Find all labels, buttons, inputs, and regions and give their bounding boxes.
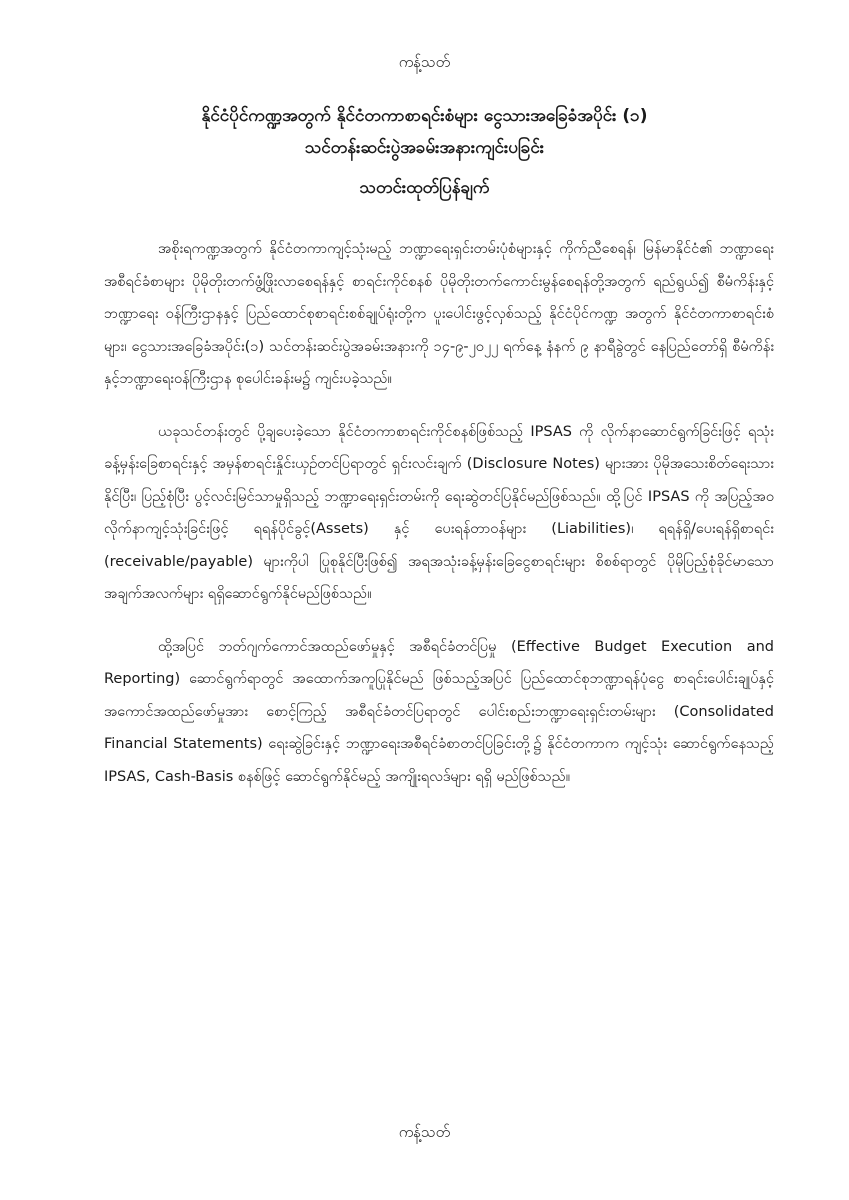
footer-classification-mark: ကန့်သတ်	[398, 1123, 451, 1141]
document-title-line-1: နိုင်ငံပိုင်ကဏ္ဍအတွက် နိုင်ငံတကာစာရင်းစံများ ငွေသားအခြေခံအပိုင်း (၁)	[201, 106, 648, 126]
title-block	[80, 100, 769, 204]
paragraph-2: ယခုသင်တန်းတွင် ပို့ချပေးခဲ့သော နိုင်ငံတကာစာရင်းကိုင်စနစ်ဖြစ်သည့် IPSAS ကို လိုက်နာဆောင်ရွက်ခြင်းဖြင့် ရသုံးခန့်မှန်းခြေစာရင်းနှင့် အမှန်စာရင်းနှိုင်းယှဉ်တင်ပြရာတွင် ရှင်းလင်းချက် (Disclosure Notes) များအား ပိုမိုအသေးစိတ်ရေးသားနိုင်ပြီး၊ ပြည့်စုံပြီး ပွင့်လင်းမြင်သာမှုရှိသည့် ဘဏ္ဍာရေးရှင်းတမ်းကို ရေးဆွဲတင်ပြနိုင်မည်ဖြစ်သည်။ ထို့ပြင် IPSAS ကို အပြည့်အဝ လိုက်နာကျင့်သုံးခြင်းဖြင့် ရရန်ပိုင်ခွင့်(Assets) နှင့် ပေးရန်တာဝန်များ (Liabilities)၊ ရရန်ရှိ/ပေးရန်ရှိစာရင်း (receivable/payable) များကိုပါ ပြုစုနိုင်ပြီးဖြစ်၍ အရအသုံးခန့်မှန်းခြေငွေစာရင်းများ စိစစ်ရာတွင် ပိုမိုပြည့်စုံခိုင်မာသော အချက်အလက်များ ရရှိဆောင်ရွက်နိုင်မည်ဖြစ်သည်။	[104, 423, 774, 602]
paragraph-1: အစိုးရကဏ္ဍအတွက် နိုင်ငံတကာကျင့်သုံးမည့် ဘဏ္ဍာရေးရှင်းတမ်းပုံစံများနှင့် ကိုက်ညီစေရန်၊ မြန်မာနိုင်ငံ၏ ဘဏ္ဍာရေးအစီရင်ခံစာများ ပိုမိုတိုးတက်ဖွံ့ဖြိုးလာစေရန်နှင့် စာရင်းကိုင်စနစ် ပိုမိုတိုးတက်ကောင်းမွန်စေရန်တို့အတွက် ရည်ရွယ်၍ စီမံကိန်းနှင့်ဘဏ္ဍာရေး ဝန်ကြီးဌာနနှင့် ပြည်ထောင်စုစာရင်းစစ်ချုပ်ရုံးတို့က ပူးပေါင်းဖွင့်လှစ်သည့် နိုင်ငံပိုင်ကဏ္ဍ အတွက် နိုင်ငံတကာစာရင်းစံများ၊ ငွေသားအခြေခံအပိုင်း(၁) သင်တန်းဆင်းပွဲအခမ်းအနားကို ၁၄-၉-၂၀၂၂ ရက်နေ့ နံနက် ၉ နာရီခွဲတွင် နေပြည်တော်ရှိ စီမံကိန်းနှင့်ဘဏ္ဍာရေးဝန်ကြီးဌာန စုပေါင်းခန်းမ၌ ကျင်းပခဲ့သည်။	[104, 241, 774, 387]
document-body	[104, 233, 774, 813]
header-classification-mark: ကန့်သတ်	[398, 53, 451, 71]
document-title-line-2: သင်တန်းဆင်းပွဲအခမ်းအနားကျင်းပခြင်း	[304, 138, 545, 158]
press-release-heading: သတင်းထုတ်ပြန်ချက်	[359, 178, 490, 198]
paragraph-3: ထို့အပြင် ဘတ်ဂျက်ကောင်အထည်ဖော်မှုနှင့် အစီရင်ခံတင်ပြမှု (Effective Budget Execution and Reporting) ဆောင်ရွက်ရာတွင် အထောက်အကူပြုနိုင်မည် ဖြစ်သည့်အပြင် ပြည်ထောင်စုဘဏ္ဍာရန်ပုံငွေ စာရင်းပေါင်းချုပ်နှင့် အကောင်အထည်ဖော်မှုအား စောင့်ကြည့် အစီရင်ခံတင်ပြရာတွင် ပေါင်းစည်းဘဏ္ဍာရေးရှင်းတမ်းများ (Consolidated Financial Statements) ရေးဆွဲခြင်းနှင့် ဘဏ္ဍာရေးအစီရင်ခံစာတင်ပြခြင်းတို့၌ နိုင်ငံတကာက ကျင့်သုံး ဆောင်ရွက်နေသည့် IPSAS, Cash-Basis စနစ်ဖြင့် ဆောင်ရွက်နိုင်မည့် အကျိုးရလဒ်များ ရရှိ မည်ဖြစ်သည်။	[104, 638, 774, 785]
